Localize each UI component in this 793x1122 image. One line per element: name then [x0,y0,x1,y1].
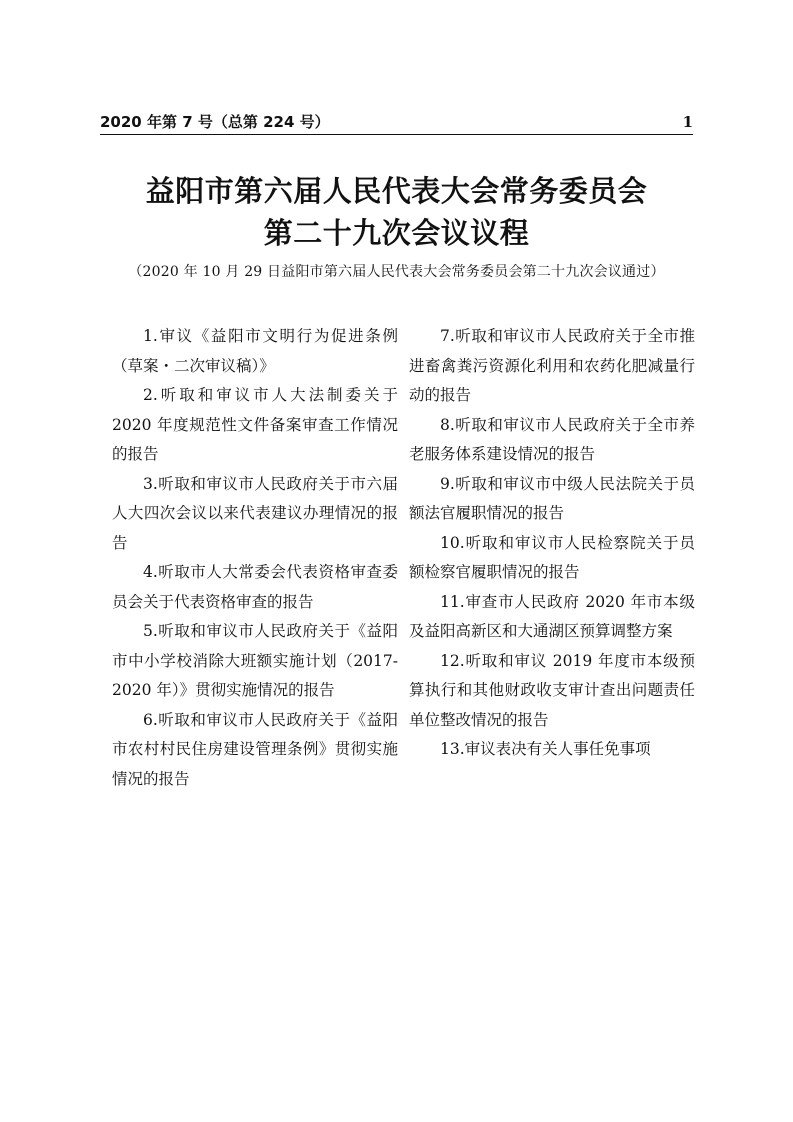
agenda-item: 4.听取市人大常委会代表资格审查委员会关于代表资格审查的报告 [112,563,398,611]
agenda-column-left [112,322,398,794]
page-header [100,112,693,134]
agenda-item: 13.审议表决有关人事任免事项 [440,740,651,758]
agenda-item: 3.听取和审议市人民政府关于市六届人大四次会议以来代表建议办理情况的报告 [112,474,398,552]
agenda-item: 5.听取和审议市人民政府关于《益阳市中小学校消除大班额实施计划（2017-2020 年）》贯彻实施情况的报告 [112,622,398,699]
agenda-item: 10.听取和审议市人民检察院关于员额检察官履职情况的报告 [409,533,695,581]
agenda-item: 8.听取和审议市人民政府关于全市养老服务体系建设情况的报告 [409,415,695,463]
page-number: 1 [682,113,693,131]
issue-label: 2020 年第 7 号（总第 224 号） [100,113,330,131]
agenda-item: 11.审查市人民政府 2020 年市本级及益阳高新区和大通湖区预算调整方案 [409,592,695,640]
header-rule [100,134,693,135]
agenda-item: 6.听取和审议市人民政府关于《益阳市农村村民住房建设管理条例》贯彻实施情况的报告 [112,710,398,788]
document-title-line-2: 第二十九次会议议程 [263,216,530,250]
agenda-item: 1.审议《益阳市文明行为促进条例（草案・二次审议稿）》 [112,327,398,375]
agenda-item: 12.听取和审议 2019 年度市本级预算执行和其他财政收支审计查出问题责任单位整改情况的报告 [409,651,695,729]
agenda-column-right [409,322,695,765]
agenda-item: 7.听取和审议市人民政府关于全市推进畜禽粪污资源化利用和农药化肥减量行动的报告 [409,327,695,404]
agenda-item: 9.听取和审议市中级人民法院关于员额法官履职情况的报告 [409,474,695,522]
document-title-line-1: 益阳市第六届人民代表大会常务委员会 [145,174,648,208]
adoption-note: （2020 年 10 月 29 日益阳市第六届人民代表大会常务委员会第二十九次会议通过） [128,264,665,280]
agenda-item: 2.听取和审议市人大法制委关于2020 年度规范性文件备案审查工作情况的报告 [112,386,398,463]
